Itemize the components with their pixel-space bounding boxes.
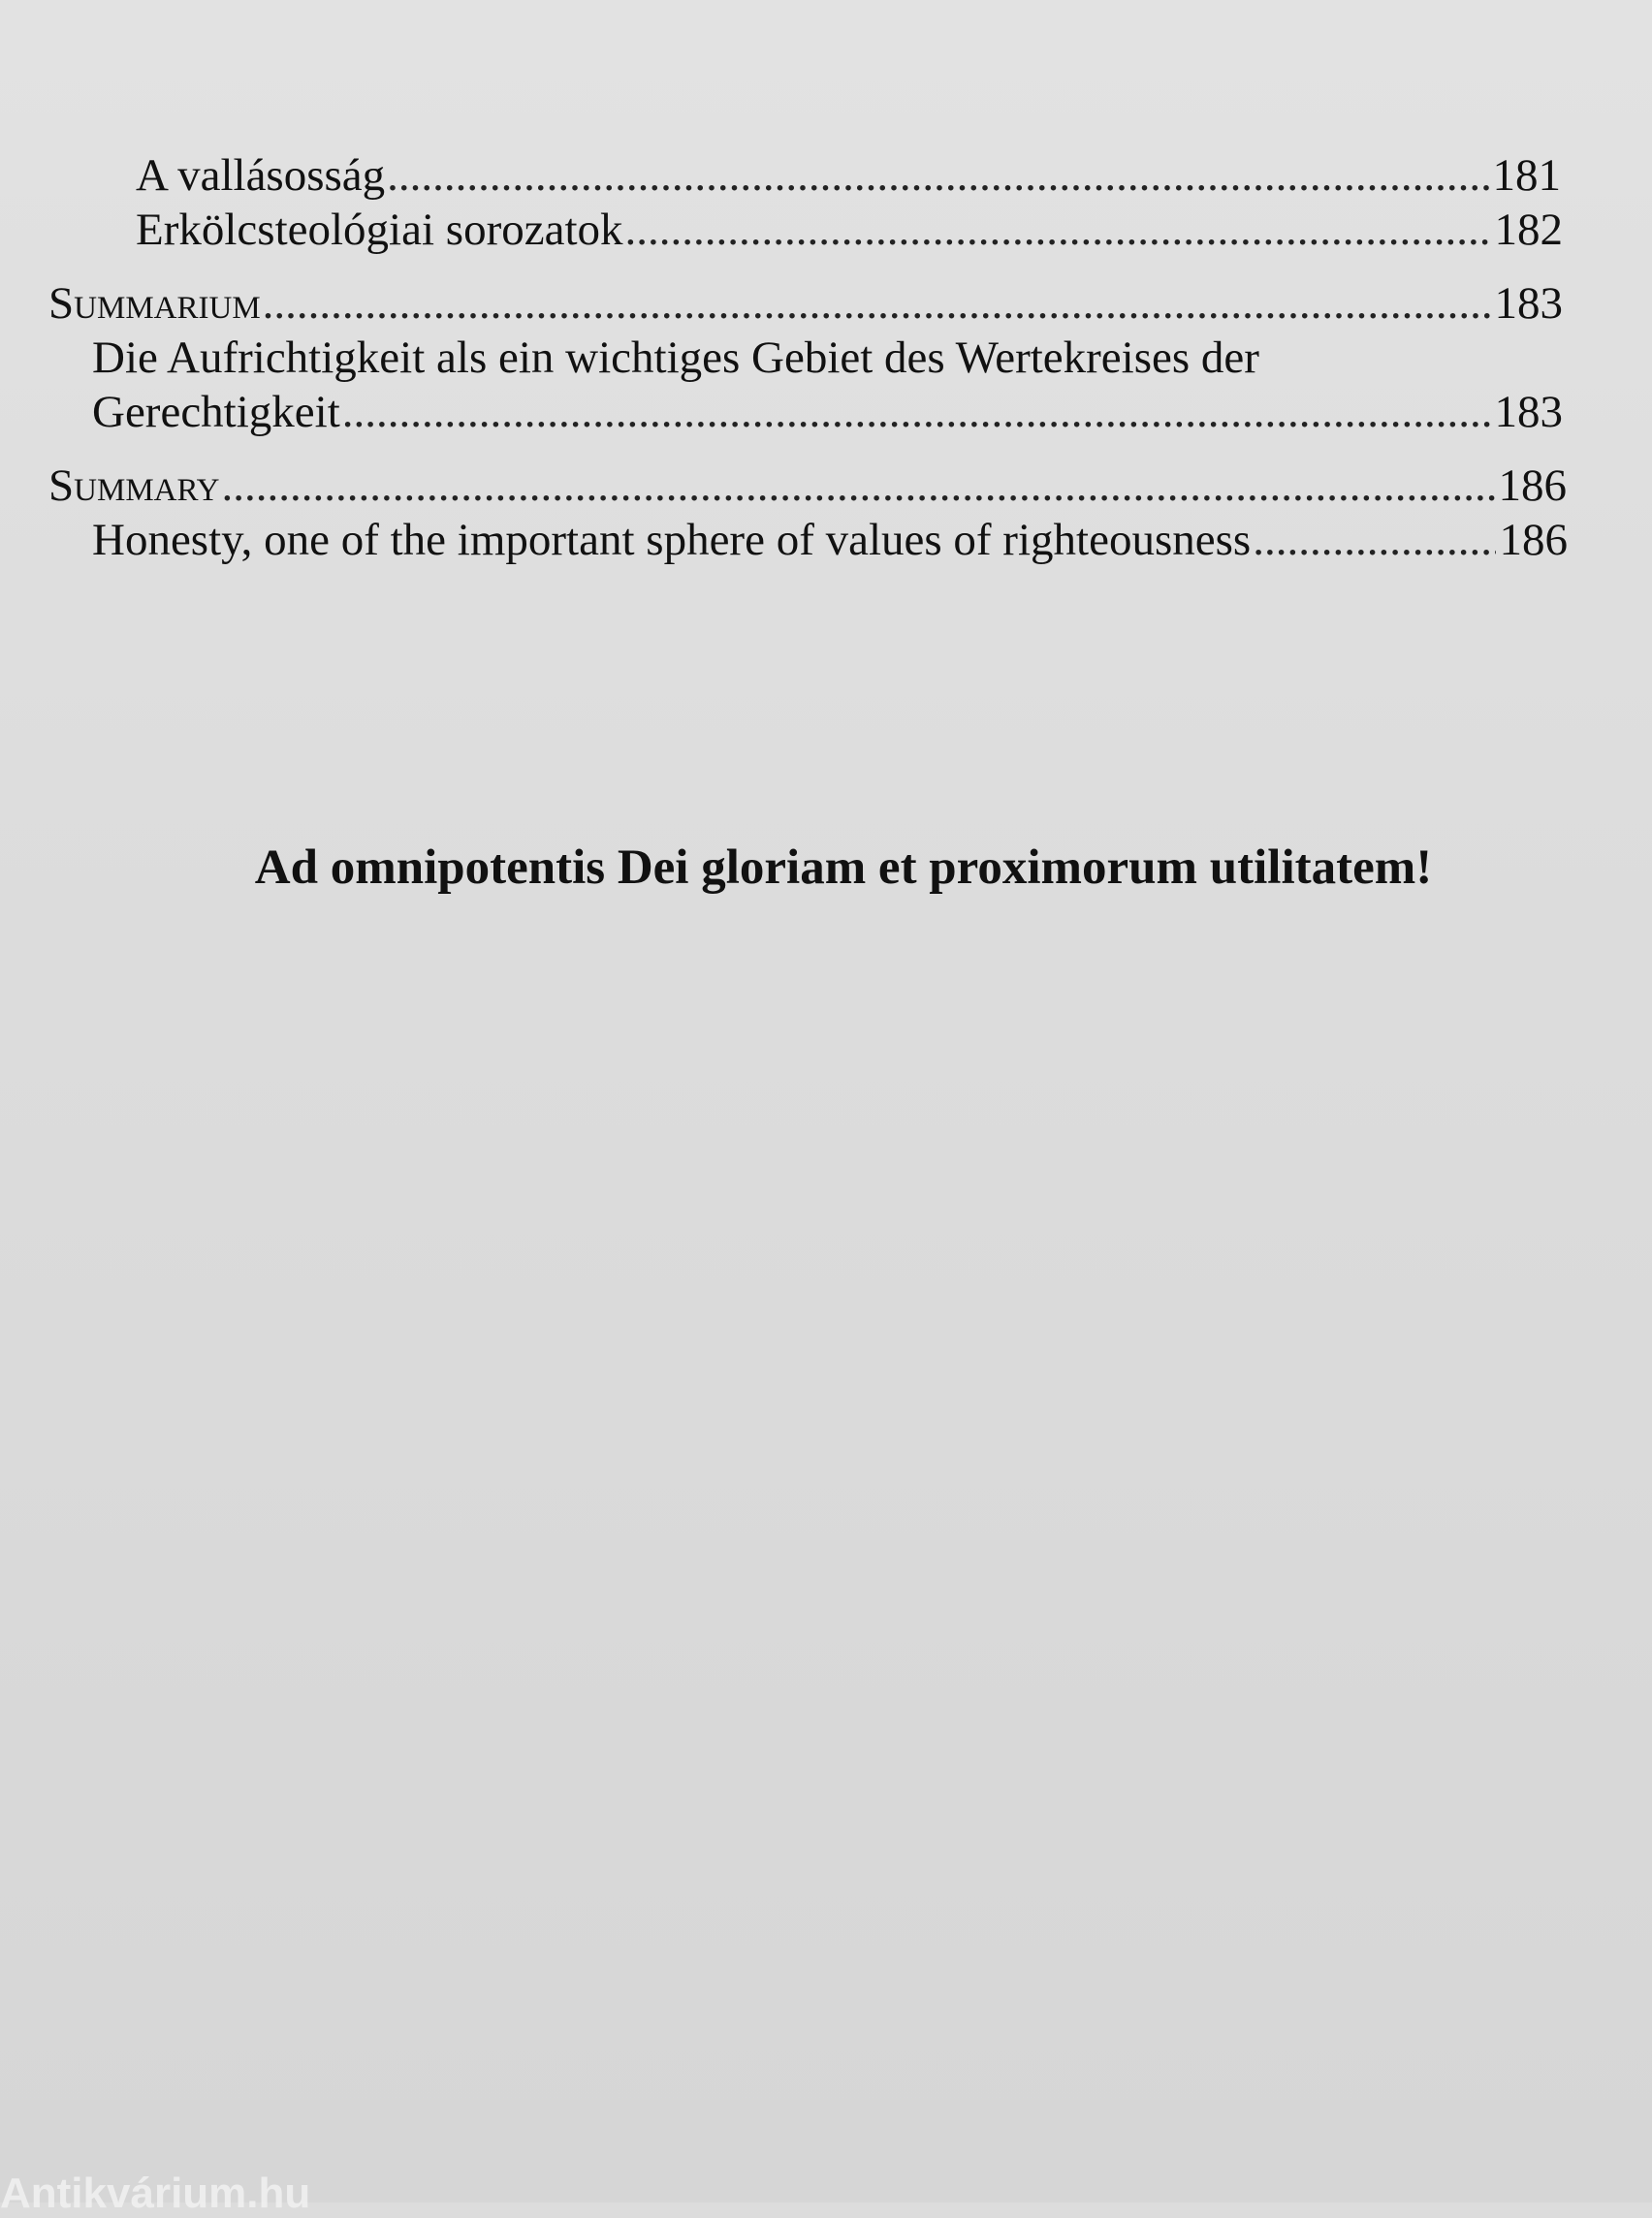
toc-entry	[92, 387, 1563, 437]
toc-entry-title: Erkölcsteológiai sorozatok	[136, 205, 623, 255]
toc-entry	[92, 515, 1568, 565]
toc-section-entry	[48, 278, 1563, 329]
watermark: Antikvárium.hu	[0, 2170, 311, 2217]
toc-page-number: 186	[1498, 460, 1567, 511]
toc-page-number: 186	[1499, 515, 1568, 565]
toc-entry-title: Honesty, one of the important sphere of values of righteousness	[92, 515, 1252, 565]
toc-page-number: 183	[1494, 387, 1563, 437]
toc-leader-dots	[1253, 518, 1495, 563]
toc-page-number: 181	[1492, 150, 1561, 201]
toc-entry	[136, 150, 1561, 201]
toc-entry-title: A vallásosság	[136, 150, 386, 201]
toc-section-title: Summary	[48, 460, 220, 511]
toc-page-number: 182	[1494, 205, 1563, 255]
toc-leader-dots	[387, 153, 1488, 199]
toc-page-number: 183	[1494, 278, 1563, 329]
toc-entry-title-line1: Die Aufrichtigkeit als ein wichtiges Gebiet des Wertekreises der	[92, 333, 1259, 383]
toc-leader-dots	[625, 207, 1491, 253]
toc-entry-title-line2: Gerechtigkeit	[92, 387, 340, 437]
dedication-motto: Ad omnipotentis Dei gloriam et proximorum utilitatem!	[254, 840, 1433, 895]
toc-leader-dots	[342, 390, 1491, 435]
toc-section-entry	[48, 460, 1567, 511]
toc-leader-dots	[222, 463, 1495, 509]
toc-entry	[136, 207, 1563, 253]
toc-leader-dots	[263, 281, 1491, 327]
toc-section-title: Summarium	[48, 278, 261, 329]
